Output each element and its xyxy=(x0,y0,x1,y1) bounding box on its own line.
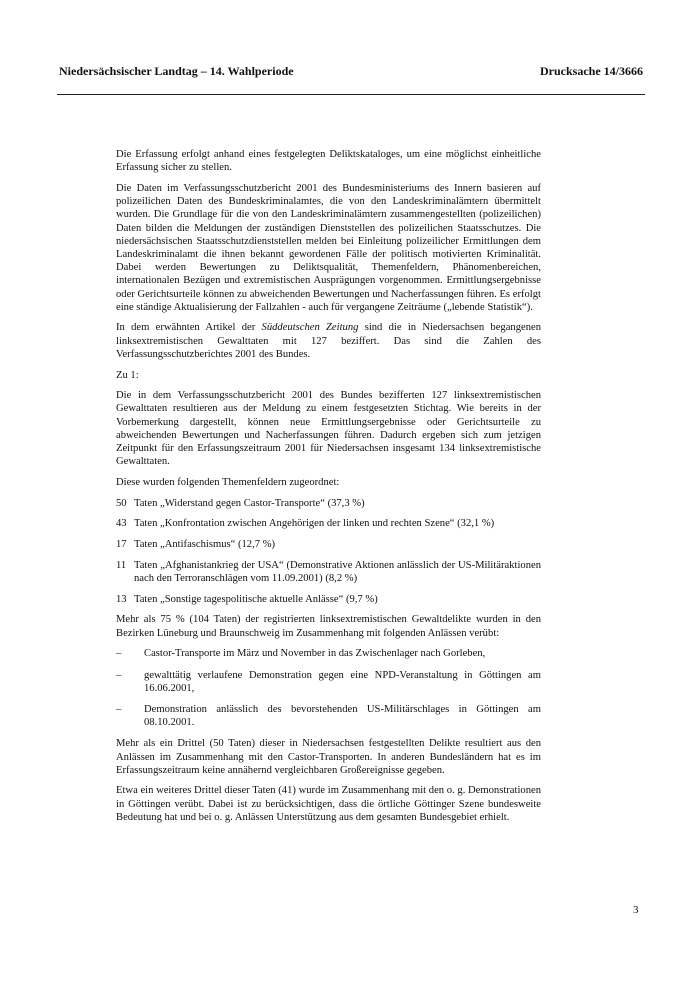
article-text-before: In dem erwähnten Artikel der xyxy=(116,322,262,334)
bullet-text: Demonstration anlässlich des bevorstehenden US-Militärschlages in Göttingen am 08.10.2001. xyxy=(144,703,541,729)
paragraph-answer-1: Die in dem Verfassungsschutzbericht 2001 des Bundes bezifferten 127 linksextremistischen Gewalttaten resultieren aus der Meldung zu einem festgesetzten Stichtag. Wie bereits in der Vorbemerkung dargestellt, können neue Ermittlungsergebnisse oder Gerichtsurteile zu abweichenden Bewertungen und Nacherfassungen führen. Dadurch ergeben sich zum jetzigen Zeitpunkt für den Erfassungszeitraum 2001 für Niedersachsen insgesamt 134 linksextremistische Gewalttaten. xyxy=(116,390,541,468)
main-text xyxy=(116,148,541,832)
paragraph-goettingen: Etwa ein weiteres Drittel dieser Taten (41) wurde im Zusammenhang mit den o. g. Demonstrationen in Göttingen verübt. Dabei ist zu berücksichtigen, dass die örtliche Göttinger Szene bundesweite Bedeutung hat und bei o. g. Anlässen Unterstützung aus dem gesamten Bundesgebiet erhielt. xyxy=(116,785,541,823)
article-text-after: sind die in Niedersachsen begangenen linksextremistischen Gewalttaten mit 127 beziffert. Das sind die Zahlen des Verfassungsschutzberichtes 2001 des Bundes. xyxy=(116,322,541,360)
header-divider xyxy=(57,94,645,95)
bullet-text: Castor-Transporte im März und November in das Zwischenlager nach Gorleben, xyxy=(144,648,486,660)
dash-marker: – xyxy=(116,669,122,681)
paragraph-intro: Die Erfassung erfolgt anhand eines festgelegten Deliktskataloges, um eine möglichst einheitliche Erfassung sicher zu stellen. xyxy=(116,149,541,174)
tally-item xyxy=(116,517,541,530)
section-heading-zu-1: Zu 1: xyxy=(116,369,139,381)
tally-text: Taten „Afghanistankrieg der USA“ (Demonstrative Aktionen anlässlich der US-Militäraktionen nach den Terroranschlägen vom 11.09.2001) (8,2 %) xyxy=(134,559,541,584)
paragraph-data-source: Die Daten im Verfassungsschutzbericht 2001 des Bundesministeriums des Innern basieren auf polizeilichen Daten des Bundeskriminalamtes, die von den Landeskriminalämtern übermittelt wurden. Die Grundlage für die von den Landeskriminalämtern zusammengestellten (polizeilichen) Daten bilden die Meldungen der zuständigen Dienststellen des polizeilichen Staatsschutzes. Die niedersächsischen Staatsschutzdienststellen melden bei Einleitung polizeilicher Ermittlungen dem Landeskriminalamt die ihnen bekannt gewordenen Fälle der politisch motivierten Kriminalität. Dabei werden Bewertungen zu Deliktsqualität, Themenfeldern, Phänomenbereichen, internationalen Bezügen und extremistischen Ausprägungen vorgenommen. Ermittlungsergebnisse oder Gerichtsurteile können zu abweichenden Bewertungen und Nacherfassungen führen. Es erfolgt eine ständige Aktualisierung der Fallzahlen - auch für vergangene Zeiträume („lebende Statistik“). xyxy=(116,182,541,313)
bullet-item xyxy=(116,669,541,695)
bullet-text: gewalttätig verlaufene Demonstration gegen eine NPD-Veranstaltung in Göttingen am 16.06.2001, xyxy=(144,669,541,694)
tally-count: 43 xyxy=(116,518,127,530)
dash-marker: – xyxy=(116,703,122,715)
bullet-item xyxy=(116,647,541,660)
tally-count: 17 xyxy=(116,539,127,551)
tally-count: 50 xyxy=(116,497,127,509)
bullet-item xyxy=(116,703,541,729)
tally-count: 13 xyxy=(116,593,127,605)
tally-count: 11 xyxy=(116,559,127,571)
tally-item xyxy=(116,559,541,585)
paragraph-castor: Mehr als ein Drittel (50 Taten) dieser in Niedersachsen festgestellten Delikte resultiert aus den Anlässen im Zusammenhang mit den Castor-Transporten. In anderen Bundesländern hat es im Erfassungszeitraum keine annähernd vergleichbaren Großereignisse gegeben. xyxy=(116,738,541,776)
tally-text: Taten „Antifaschismus“ (12,7 %) xyxy=(134,539,276,551)
header-title: Niedersächsischer Landtag – 14. Wahlperiode xyxy=(59,64,294,78)
tally-item xyxy=(116,538,541,551)
dash-marker: – xyxy=(116,648,122,660)
tally-text: Taten „Sonstige tagespolitische aktuelle Anlässe“ (9,7 %) xyxy=(134,593,378,605)
page-header xyxy=(59,64,643,79)
newspaper-name: Süddeutschen Zeitung xyxy=(261,322,359,334)
page-number: 3 xyxy=(633,904,639,916)
tally-item xyxy=(116,593,541,606)
paragraph-article xyxy=(116,321,541,361)
paragraph-regions: Mehr als 75 % (104 Taten) der registrierten linksextremistischen Gewaltdelikte wurden in den Bezirken Lüneburg und Braunschweig im Zusammenhang mit folgenden Anlässen verübt: xyxy=(116,614,541,639)
tally-item xyxy=(116,497,541,510)
tally-text: Taten „Widerstand gegen Castor-Transporte“ (37,3 %) xyxy=(134,497,365,509)
tally-text: Taten „Konfrontation zwischen Angehörigen der linken und rechten Szene“ (32,1 %) xyxy=(134,518,495,530)
header-document-number: Drucksache 14/3666 xyxy=(540,64,643,78)
paragraph-topic-intro: Diese wurden folgenden Themenfeldern zugeordnet: xyxy=(116,476,340,488)
